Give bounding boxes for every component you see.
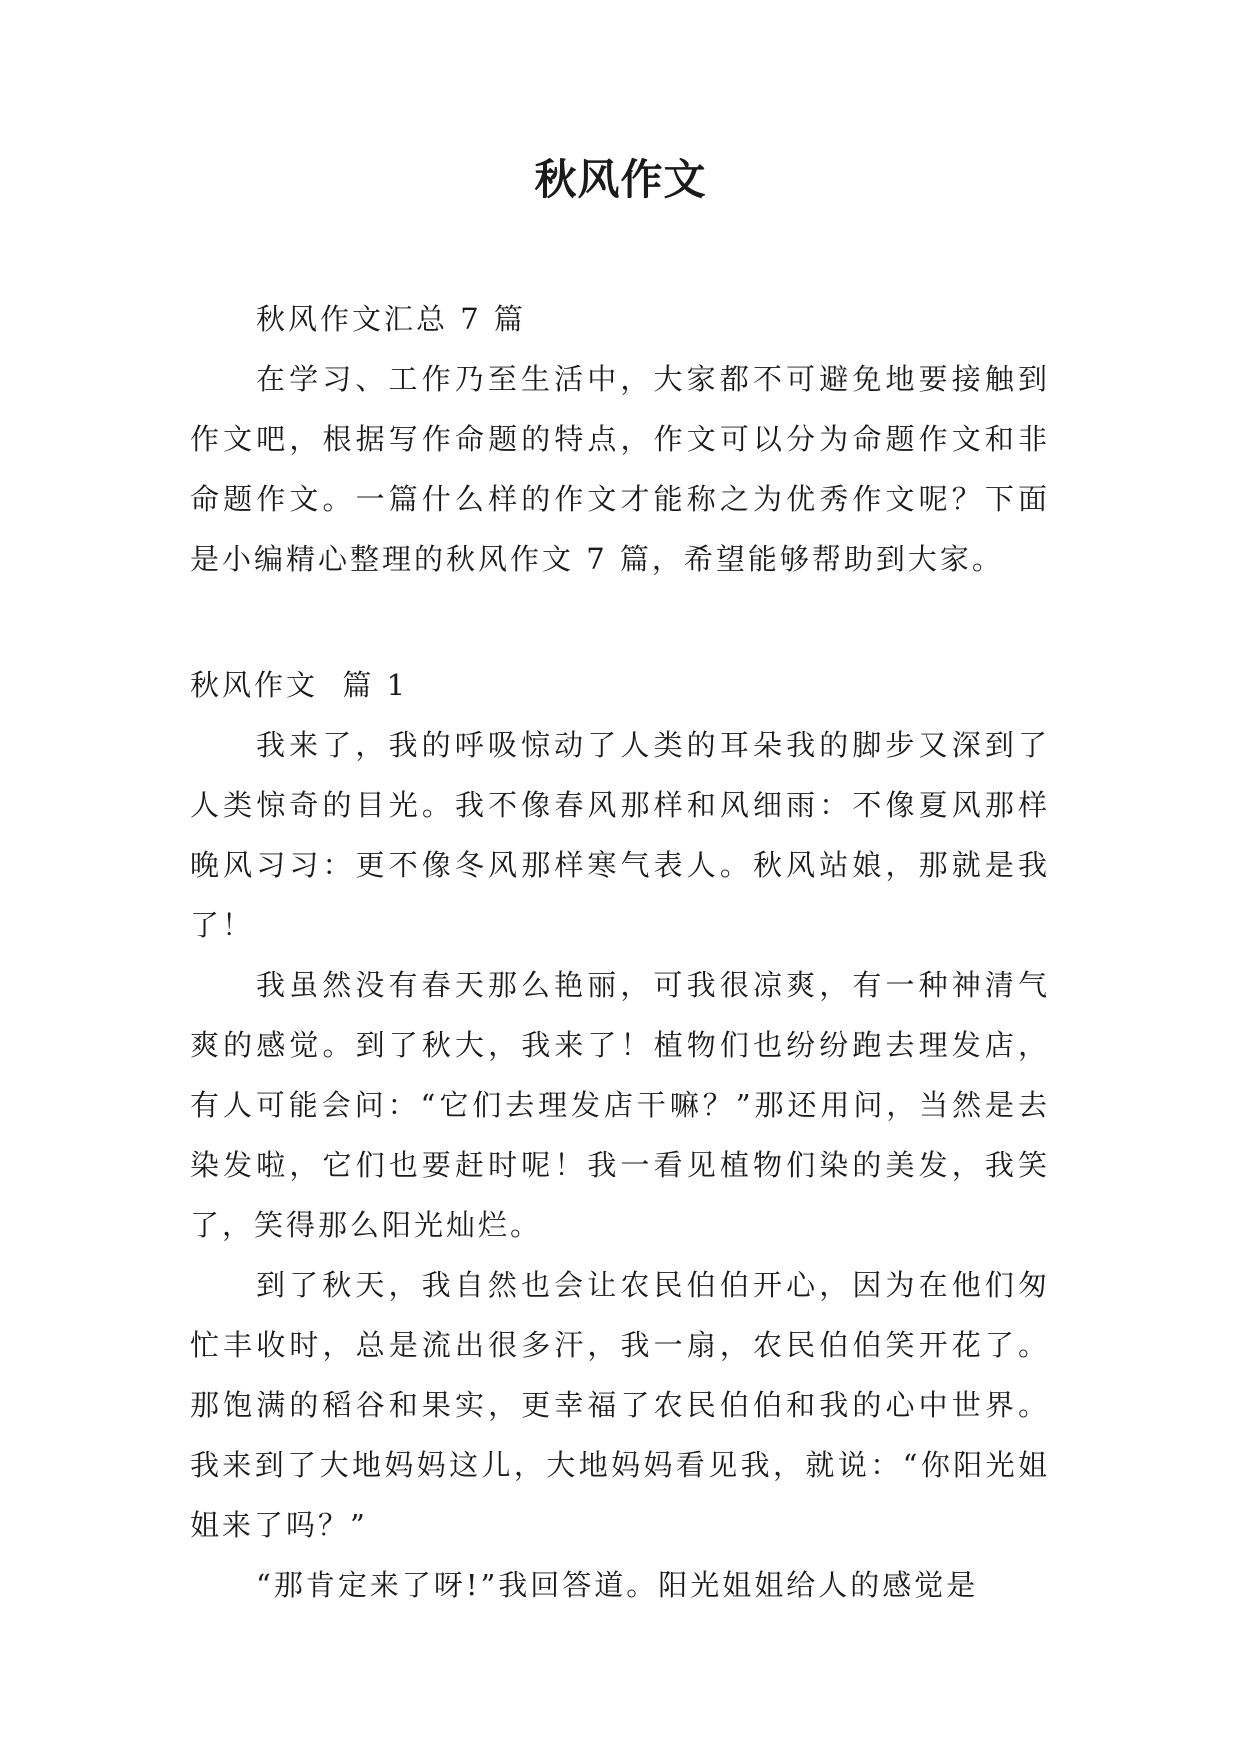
document-subtitle: 秋风作文汇总 7 篇 bbox=[256, 302, 526, 336]
section-spacer bbox=[190, 589, 1050, 655]
body-paragraph: 到了秋天，我自然也会让农民伯伯开心，因为在他们匆忙丰收时，总是流出很多汗，我一扇，农民伯伯笑开花了。那饱满的稻谷和果实，更幸福了农民伯伯和我的心中世界。我来到了大地妈妈这儿，大地妈妈看见我，就说：“你阳光姐姐来了吗？” bbox=[190, 1268, 1050, 1542]
intro-paragraph: 在学习、工作乃至生活中，大家都不可避免地要接触到作文吧，根据写作命题的特点，作文可以分为命题作文和非命题作文。一篇什么样的作文才能称之为优秀作文呢？下面是小编精心整理的秋风作文 7 篇，希望能够帮助到大家。 bbox=[190, 362, 1050, 576]
body-paragraph: 我虽然没有春天那么艳丽，可我很凉爽，有一种神清气爽的感觉。到了秋大，我来了！植物们也纷纷跑去理发店，有人可能会问：“它们去理发店干嘛？”那还用问，当然是去染发啦，它们也要赶时呢！我一看见植物们染的美发，我笑了，笑得那么阳光灿烂。 bbox=[190, 968, 1050, 1242]
document-body bbox=[190, 289, 1050, 1615]
document-title: 秋风作文 bbox=[534, 155, 707, 204]
section-heading: 秋风作文 篇 1 bbox=[190, 668, 409, 702]
body-paragraph: “那肯定来了呀!”我回答道。阳光姐姐给人的感觉是 bbox=[256, 1568, 979, 1602]
body-paragraph: 我来了，我的呼吸惊动了人类的耳朵我的脚步又深到了人类惊奇的目光。我不像春风那样和风细雨：不像夏风那样晚风习习：更不像冬风那样寒气表人。秋风站娘，那就是我了！ bbox=[190, 728, 1050, 942]
